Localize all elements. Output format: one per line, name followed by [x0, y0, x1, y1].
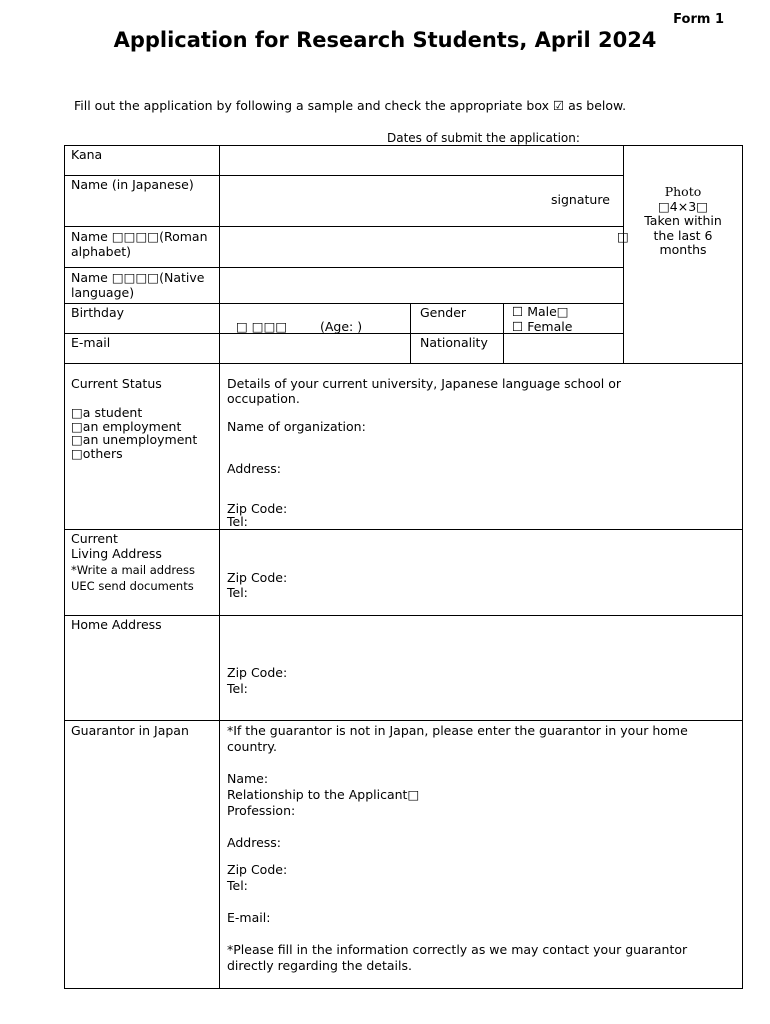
photo-note-line1: Taken within [644, 213, 722, 228]
name-roman-label-line2: alphabet) [71, 244, 132, 259]
photo-label: Photo [664, 184, 702, 199]
status-option-employment[interactable]: □an employment [71, 418, 182, 434]
age-label: (Age: ) [320, 319, 363, 334]
gender-male-option[interactable] [512, 304, 569, 319]
female-label: Female [527, 319, 573, 334]
signature-label: signature [551, 192, 610, 207]
guarantor-relationship-label: Relationship to the Applicant□ [227, 787, 420, 802]
section-line [64, 529, 743, 530]
guarantor-note-line1: *If the guarantor is not in Japan, please enter the guarantor in your home [227, 723, 688, 738]
home-zip-label: Zip Code: [227, 665, 288, 680]
birthday-label: Birthday [71, 305, 125, 320]
status-details [227, 376, 621, 406]
guarantor-details [227, 771, 419, 819]
photo-note-line3: months [659, 242, 707, 257]
kana-label: Kana [71, 147, 103, 162]
table-top-border [64, 145, 743, 146]
email-label: E-mail [71, 335, 111, 350]
row-line [64, 226, 624, 227]
photo-box [624, 185, 742, 258]
guarantor-tel-label: Tel: [227, 878, 248, 893]
home-address-label: Home Address [71, 617, 162, 632]
status-tel-label: Tel: [227, 514, 248, 529]
guarantor-note [227, 723, 688, 755]
guarantor-address-label: Address: [227, 835, 281, 850]
table-bottom-border [64, 988, 743, 989]
current-status-label: Current Status [71, 376, 162, 391]
guarantor-footer-line2: directly regarding the details. [227, 958, 412, 973]
gender-label: Gender [420, 305, 467, 320]
status-address-label: Address: [227, 461, 281, 476]
table-right-border [742, 145, 743, 989]
current-status-options [71, 406, 197, 460]
home-tel-label: Tel: [227, 681, 248, 696]
gender-divider [410, 303, 411, 363]
page-title: Application for Research Students, April 2024 [113, 28, 657, 52]
guarantor-profession-label: Profession: [227, 803, 296, 818]
stray-box-glyph: □ [617, 229, 629, 244]
current-address-note-line2: UEC send documents [71, 579, 194, 593]
name-roman-label [71, 229, 208, 259]
current-address-label-line1: Current [71, 531, 118, 546]
male-label: Male□ [527, 304, 569, 319]
gender-female-option[interactable] [512, 319, 572, 334]
instruction-text: Fill out the application by following a sample and check the appropriate box ☑ as below. [74, 98, 627, 113]
current-zip-label: Zip Code: [227, 570, 288, 585]
guarantor-footer-note [227, 942, 687, 974]
status-zip-label: Zip Code: [227, 501, 288, 516]
section-line [64, 615, 743, 616]
current-address-label [71, 531, 162, 561]
table-left-border [64, 145, 65, 989]
status-details-line2: occupation. [227, 391, 300, 406]
label-column-divider [219, 145, 220, 989]
form-number: Form 1 [673, 12, 724, 27]
name-native-label [71, 270, 204, 300]
female-checkbox[interactable]: ☐ [512, 319, 524, 334]
nationality-label: Nationality [420, 335, 488, 350]
name-roman-label-line1: Name □□□□(Roman [71, 229, 208, 244]
current-address-note-line1: *Write a mail address [71, 563, 195, 577]
name-native-label-line1: Name □□□□(Native [71, 270, 205, 285]
row-line [64, 267, 624, 268]
current-address-label-line2: Living Address [71, 546, 162, 561]
organization-label: Name of organization: [227, 419, 366, 434]
guarantor-email-label: E-mail: [227, 910, 271, 925]
photo-size: □4×3□ [658, 198, 708, 214]
name-japanese-label: Name (in Japanese) [71, 177, 194, 192]
name-native-label-line2: language) [71, 285, 135, 300]
birthday-value: □ □□□ [236, 319, 288, 334]
status-option-others[interactable]: □others [71, 445, 123, 461]
status-option-student[interactable]: □a student [71, 405, 143, 420]
current-tel-label: Tel: [227, 585, 248, 600]
guarantor-label: Guarantor in Japan [71, 723, 189, 738]
guarantor-name-label: Name: [227, 771, 269, 786]
dates-of-submit-label: Dates of submit the application: [387, 131, 580, 145]
section-line [64, 720, 743, 721]
male-checkbox[interactable]: ☐ [512, 304, 524, 319]
current-address-note [71, 562, 195, 594]
status-option-unemployment[interactable]: □an unemployment [71, 432, 198, 447]
section-line [64, 363, 743, 364]
guarantor-footer-line1: *Please fill in the information correctly as we may contact your guarantor [227, 942, 688, 957]
row-line [64, 175, 624, 176]
photo-note-line2: the last 6 [653, 227, 713, 243]
gender-value-divider [503, 303, 504, 363]
guarantor-note-line2: country. [227, 739, 277, 754]
guarantor-zip-label: Zip Code: [227, 862, 288, 877]
status-details-line1: Details of your current university, Japanese language school or [227, 376, 621, 391]
